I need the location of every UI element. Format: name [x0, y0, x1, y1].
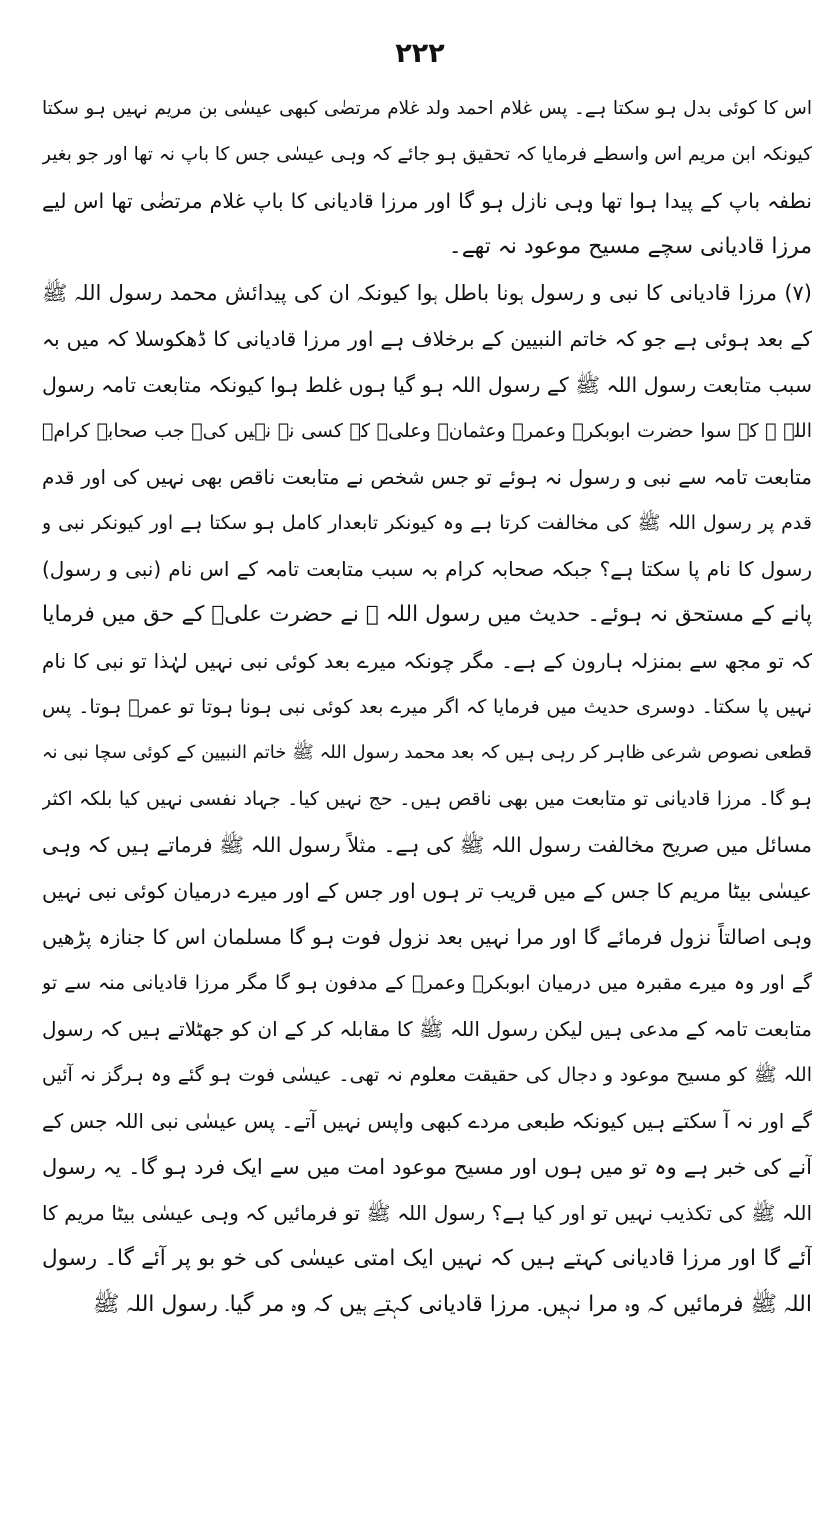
text-line: نطفہ باپ کے پیدا ہوا تھا وہی نازل ہو گا اور مرزا قادیانی کا باپ غلام مرتضٰی تھا اس لیے	[42, 189, 812, 213]
text-line: رسول کا نام پا سکتا ہے؟ جبکہ صحابہ کرام بہ سبب متابعت تامہ کے اس نام (نبی و رسول)	[42, 557, 812, 581]
text-line: نہیں پا سکتا۔ دوسری حدیث میں فرمایا کہ اگر میرے بعد کوئی نبی ہونا ہوتا تو عمرؓ ہوتا۔ پس	[42, 696, 812, 718]
text-line: اللہ ﷺ فرمائیں کہ وہ مرا نہیں۔ مرزا قادیانی کہتے ہیں کہ وہ مر گیا۔ رسول اللہ ﷺ	[92, 1292, 812, 1317]
text-line: اللہ ﷺ کے سوا حضرت ابوبکرؓ وعمرؓ وعثمانؓ وعلیؓ کے کسی نے نہیں کی۔ جب صحابہ کرامؓ	[42, 420, 812, 442]
text-line: پانے کے مستحق نہ ہوئے۔ حدیث میں رسول اللہ ﷺ نے حضرت علیؓ کے حق میں فرمایا	[42, 602, 812, 627]
text-line: اللہ ﷺ کی تکذیب نہیں تو اور کیا ہے؟ رسول اللہ ﷺ تو فرمائیں کہ وہی عیسٰی بیٹا مریم کا	[42, 1201, 812, 1225]
body-text	[42, 86, 812, 1328]
text-line: (۷) مرزا قادیانی کا نبی و رسول ہونا باطل ہوا کیونکہ ان کی پیدائش محمد رسول اللہ ﷺ	[42, 281, 812, 305]
text-line: کے بعد ہوئی ہے جو کہ خاتم النبیین کے برخلاف ہے اور مرزا قادیانی کا ڈھکوسلا کہ میں بہ	[42, 327, 812, 351]
text-line: کیونکہ ابن مریم اس واسطے فرمایا کہ تحقیق ہو جائے کہ وہی عیسٰی جس کا باپ نہ تھا اور جو بغیر	[42, 144, 812, 165]
text-line: ہو گا۔ مرزا قادیانی تو متابعت میں بھی ناقص ہیں۔ حج نہیں کیا۔ جہاد نفسی نہیں کیا بلکہ اکثر	[42, 788, 812, 810]
text-line: کہ تو مجھ سے بمنزلہ ہارون کے ہے۔ مگر چونکہ میرے بعد کوئی نبی نہیں لہٰذا تو نبی کا نام	[42, 649, 812, 673]
text-line: متابعت تامہ سے نبی و رسول نہ ہوئے تو جس شخص نے متابعت ناقص بھی نہیں کی اور قدم	[42, 465, 812, 489]
text-line: گے اور وہ میرے مقبرہ میں درمیان ابوبکرؓ وعمرؓ کے مدفون ہو گا مگر مرزا قادیانی منہ سے تو	[42, 972, 812, 994]
text-line: مسائل میں صریح مخالفت رسول اللہ ﷺ کی ہے۔ مثلاً رسول اللہ ﷺ فرماتے ہیں کہ وہی	[42, 833, 812, 857]
text-line: آئے گا اور مرزا قادیانی کہتے ہیں کہ نہیں ایک امتی عیسٰی کی خو بو پر آئے گا۔ رسول	[42, 1246, 812, 1271]
text-line: گے اور نہ آ سکتے ہیں کیونکہ طبعی مردے کبھی واپس نہیں آتے۔ پس عیسٰی نبی اللہ جس کے	[42, 1109, 812, 1133]
text-line: اللہ ﷺ کو مسیح موعود و دجال کی حقیقت معلوم نہ تھی۔ عیسٰی فوت ہو گئے وہ ہرگز نہ آئیں	[42, 1064, 812, 1086]
text-line: متابعت تامہ کے مدعی ہیں لیکن رسول اللہ ﷺ کا مقابلہ کر کے ان کو جھٹلاتے ہیں کہ رسول	[42, 1017, 812, 1041]
text-line: مرزا قادیانی سچے مسیح موعود نہ تھے۔	[448, 234, 812, 259]
text-line: آنے کی خبر ہے وہ تو میں ہوں اور مسیح موعود امت میں سے ایک فرد ہو گا۔ یہ رسول	[42, 1155, 812, 1179]
text-line: وہی اصالتاً نزول فرمائے گا اور مرا نہیں بعد نزول فوت ہو گا مسلمان اس کا جنازہ پڑھیں	[42, 925, 812, 949]
text-line: اس کا کوئی بدل ہو سکتا ہے۔ پس غلام احمد ولد غلام مرتضٰی کبھی عیسٰی بن مریم نہیں ہو سکتا	[42, 98, 812, 119]
text-line: قطعی نصوص شرعی ظاہر کر رہی ہیں کہ بعد محمد رسول اللہ ﷺ خاتم النبیین کے کوئی سچا نبی نہ	[42, 742, 812, 763]
text-line: قدم پر رسول اللہ ﷺ کی مخالفت کرتا ہے وہ کیونکر تابعدار کامل ہو سکتا ہے اور کیونکر نبی و	[42, 512, 812, 534]
page-number: ۲۲۲	[395, 38, 445, 69]
text-line: عیسٰی بیٹا مریم کا جس کے میں قریب تر ہوں اور جس کے اور میرے درمیان کوئی نبی نہیں	[42, 879, 812, 903]
text-line: سبب متابعت رسول اللہ ﷺ کے رسول اللہ ہو گیا ہوں غلط ہوا کیونکہ متابعت تامہ رسول	[42, 373, 812, 397]
